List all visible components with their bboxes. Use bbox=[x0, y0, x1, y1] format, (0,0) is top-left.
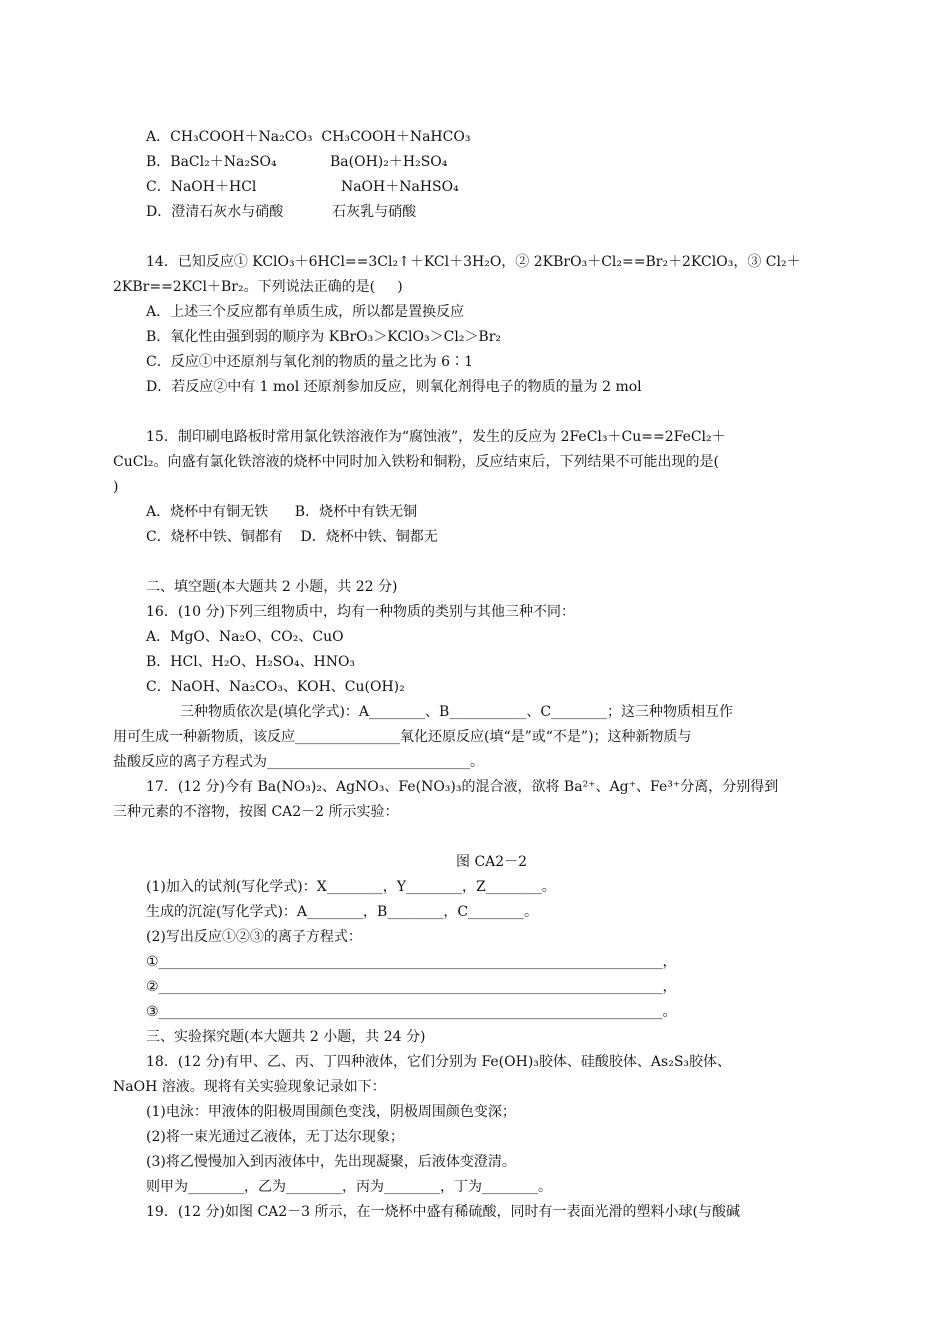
line-group-c-16: C．NaOH、Na₂CO₃、KOH、Cu(OH)₂ bbox=[146, 679, 405, 695]
line-option-c-13: C．NaOH＋HCl NaOH＋NaHSO₄ bbox=[146, 179, 459, 195]
section-3-heading: 三、实验探究题(本大题共 2 小题，共 24 分) bbox=[146, 1029, 426, 1045]
question-16-fill-1: 三种物质依次是(填化学式)：A________、B___________、C________；这三种物质相互作 bbox=[180, 704, 734, 720]
line-option-b-13: B．BaCl₂＋Na₂SO₄ Ba(OH)₂＋H₂SO₄ bbox=[146, 154, 448, 170]
question-18-obs-3: (3)将乙慢慢加入到丙液体中，先出现凝聚，后液体变澄清。 bbox=[146, 1154, 516, 1170]
line-options-ab-15: A．烧杯中有铜无铁 B．烧杯中有铁无铜 bbox=[146, 504, 418, 520]
question-15-paren: ) bbox=[113, 479, 119, 495]
question-17-stem-cont: 三种元素的不溶物，按图 CA2－2 所示实验： bbox=[113, 804, 399, 820]
question-18-stem: 18．(12 分)有甲、乙、丙、丁四种液体，它们分别为 Fe(OH)₃胶体、硅酸胶体、As₂S₃胶体、 bbox=[146, 1054, 732, 1070]
question-14-stem: 14．已知反应① KClO₃＋6HCl==3Cl₂↑＋KCl＋3H₂O，② 2KBrO₃＋Cl₂==Br₂＋2KClO₃，③ Cl₂＋ bbox=[146, 254, 801, 270]
question-19-stem: 19．(12 分)如图 CA2－3 所示，在一烧杯中盛有稀硫酸，同时有一表面光滑的塑料小球(与酸碱 bbox=[146, 1204, 740, 1220]
question-16-fill-3: 盐酸反应的离子方程式为_____________________________。 bbox=[113, 754, 484, 770]
question-17-stem: 17．(12 分)今有 Ba(NO₃)₂、AgNO₃、Fe(NO₃)₃的混合液，欲将 Ba²⁺、Ag⁺、Fe³⁺分离，分别得到 bbox=[146, 779, 779, 795]
line-option-a-13: A．CH₃COOH＋Na₂CO₃ CH₃COOH＋NaHCO₃ bbox=[146, 129, 471, 145]
line-options-cd-15: C．烧杯中铁、铜都有 D．烧杯中铁、铜都无 bbox=[146, 529, 438, 545]
line-option-b-14: B．氧化性由强到弱的顺序为 KBrO₃＞KClO₃＞Cl₂＞Br₂ bbox=[146, 329, 502, 345]
question-18-answer: 则甲为________，乙为________，丙为________，丁为________。 bbox=[146, 1179, 552, 1195]
answer-line-1: ①________________________________________________________________________， bbox=[146, 954, 677, 970]
question-16-fill-2: 用可生成一种新物质，该反应_______________氧化还原反应(填“是”或“不是”)；这种新物质与 bbox=[113, 729, 692, 745]
answer-line-2: ②________________________________________________________________________， bbox=[146, 979, 677, 995]
line-option-a-14: A．上述三个反应都有单质生成，所以都是置换反应 bbox=[146, 304, 465, 320]
line-option-d-14: D．若反应②中有 1 mol 还原剂参加反应，则氧化剂得电子的物质的量为 2 mol bbox=[146, 379, 642, 395]
line-group-a-16: A．MgO、Na₂O、CO₂、CuO bbox=[146, 629, 344, 645]
line-option-d-13: D．澄清石灰水与硝酸 石灰乳与硝酸 bbox=[146, 204, 417, 220]
figure-caption: 图 CA2－2 bbox=[456, 854, 528, 870]
question-17-precipitates: 生成的沉淀(写化学式)：A________，B________，C________。 bbox=[146, 904, 539, 920]
question-15-stem: 15．制印刷电路板时常用氯化铁溶液作为“腐蚀液”，发生的反应为 2FeCl₃＋Cu==2FeCl₂＋ bbox=[146, 429, 726, 445]
question-18-stem-cont: NaOH 溶液。现将有关实验现象记录如下： bbox=[113, 1079, 386, 1095]
question-17-part-2: (2)写出反应①②③的离子方程式： bbox=[146, 929, 362, 945]
question-18-obs-2: (2)将一束光通过乙液体，无丁达尔现象； bbox=[146, 1129, 404, 1145]
line-option-c-14: C．反应①中还原剂与氧化剂的物质的量之比为 6∶1 bbox=[146, 354, 473, 370]
question-15-stem-cont: CuCl₂。向盛有氯化铁溶液的烧杯中同时加入铁粉和铜粉，反应结束后，下列结果不可能出现的是( bbox=[113, 454, 719, 470]
section-2-heading: 二、填空题(本大题共 2 小题，共 22 分) bbox=[146, 579, 398, 595]
question-14-stem-cont: 2KBr==2KCl＋Br₂。下列说法正确的是( ) bbox=[113, 279, 403, 295]
question-17-part-1: (1)加入的试剂(写化学式)：X________，Y________，Z________。 bbox=[146, 879, 556, 895]
question-18-obs-1: (1)电泳：甲液体的阳极周围颜色变浅，阴极周围颜色变深； bbox=[146, 1104, 516, 1120]
answer-line-3: ③________________________________________________________________________。 bbox=[146, 1004, 677, 1020]
line-group-b-16: B．HCl、H₂O、H₂SO₄、HNO₃ bbox=[146, 654, 356, 670]
question-16-stem: 16．(10 分)下列三组物质中，均有一种物质的类别与其他三种不同： bbox=[146, 604, 576, 620]
